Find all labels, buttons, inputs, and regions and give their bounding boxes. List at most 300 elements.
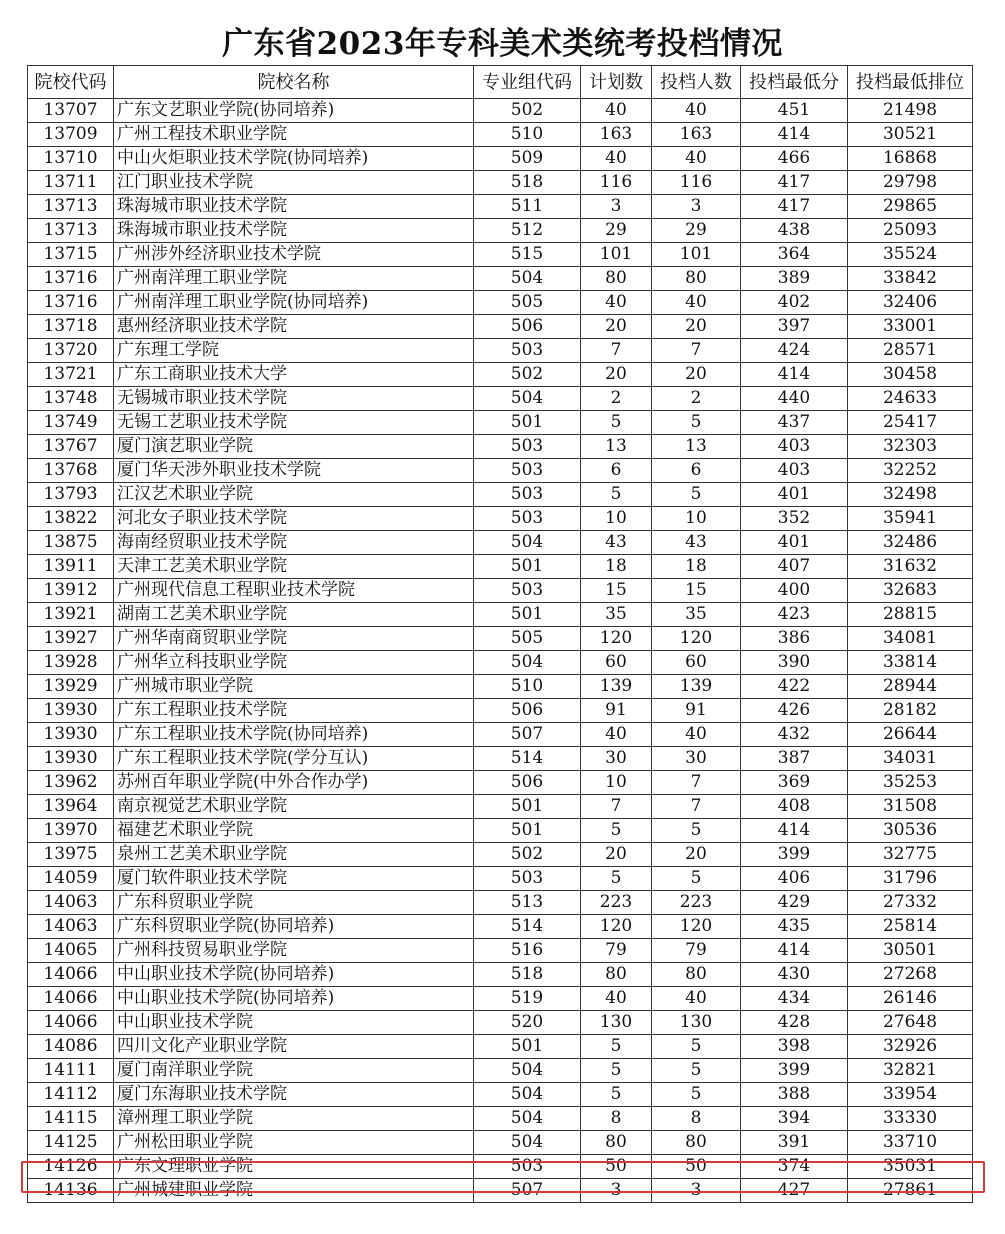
cell-min-score: 424	[741, 339, 848, 363]
cell-school-name: 广东文艺职业学院(协同培养)	[114, 99, 474, 123]
cell-min-rank: 27268	[848, 963, 973, 987]
cell-admitted-count: 40	[652, 147, 741, 171]
cell-admitted-count: 10	[652, 507, 741, 531]
cell-school-code: 13710	[28, 147, 114, 171]
cell-group-code: 504	[474, 1107, 581, 1131]
cell-school-code: 13927	[28, 627, 114, 651]
cell-group-code: 501	[474, 795, 581, 819]
cell-school-name: 湖南工艺美术职业学院	[114, 603, 474, 627]
cell-group-code: 504	[474, 651, 581, 675]
table-body	[28, 99, 973, 1203]
cell-admitted-count: 60	[652, 651, 741, 675]
cell-plan-count: 80	[581, 267, 652, 291]
cell-min-score: 440	[741, 387, 848, 411]
cell-school-code: 13930	[28, 747, 114, 771]
cell-plan-count: 43	[581, 531, 652, 555]
cell-school-name: 中山职业技术学院(协同培养)	[114, 963, 474, 987]
table-row	[28, 315, 973, 339]
cell-min-score: 399	[741, 843, 848, 867]
cell-min-rank: 27332	[848, 891, 973, 915]
cell-plan-count: 223	[581, 891, 652, 915]
cell-admitted-count: 50	[652, 1155, 741, 1179]
cell-school-name: 广州松田职业学院	[114, 1131, 474, 1155]
cell-admitted-count: 5	[652, 411, 741, 435]
cell-school-name: 广东工商职业技术大学	[114, 363, 474, 387]
cell-admitted-count: 20	[652, 315, 741, 339]
cell-min-rank: 32926	[848, 1035, 973, 1059]
cell-admitted-count: 18	[652, 555, 741, 579]
cell-plan-count: 101	[581, 243, 652, 267]
table-row	[28, 1107, 973, 1131]
cell-min-rank: 30536	[848, 819, 973, 843]
cell-school-name: 厦门华天涉外职业技术学院	[114, 459, 474, 483]
cell-school-name: 广东文理职业学院	[114, 1155, 474, 1179]
table-row	[28, 627, 973, 651]
cell-admitted-count: 163	[652, 123, 741, 147]
cell-school-code: 13718	[28, 315, 114, 339]
cell-min-score: 408	[741, 795, 848, 819]
cell-plan-count: 3	[581, 195, 652, 219]
cell-school-code: 13911	[28, 555, 114, 579]
cell-group-code: 518	[474, 963, 581, 987]
cell-school-code: 14115	[28, 1107, 114, 1131]
cell-school-name: 南京视觉艺术职业学院	[114, 795, 474, 819]
cell-group-code: 506	[474, 771, 581, 795]
cell-min-rank: 33842	[848, 267, 973, 291]
cell-plan-count: 18	[581, 555, 652, 579]
cell-group-code: 512	[474, 219, 581, 243]
cell-group-code: 506	[474, 315, 581, 339]
cell-plan-count: 3	[581, 1179, 652, 1203]
cell-group-code: 501	[474, 819, 581, 843]
cell-min-rank: 32252	[848, 459, 973, 483]
cell-group-code: 504	[474, 1059, 581, 1083]
table-row	[28, 723, 973, 747]
cell-plan-count: 20	[581, 843, 652, 867]
cell-group-code: 505	[474, 627, 581, 651]
cell-admitted-count: 80	[652, 963, 741, 987]
cell-min-score: 387	[741, 747, 848, 771]
cell-plan-count: 5	[581, 867, 652, 891]
cell-group-code: 519	[474, 987, 581, 1011]
cell-min-score: 423	[741, 603, 848, 627]
cell-min-rank: 24633	[848, 387, 973, 411]
cell-group-code: 504	[474, 531, 581, 555]
cell-group-code: 503	[474, 1155, 581, 1179]
cell-school-name: 无锡工艺职业技术学院	[114, 411, 474, 435]
cell-school-code: 13928	[28, 651, 114, 675]
cell-min-score: 397	[741, 315, 848, 339]
cell-min-rank: 33330	[848, 1107, 973, 1131]
cell-admitted-count: 7	[652, 339, 741, 363]
cell-admitted-count: 43	[652, 531, 741, 555]
cell-school-code: 14063	[28, 915, 114, 939]
cell-min-rank: 31508	[848, 795, 973, 819]
cell-school-code: 13709	[28, 123, 114, 147]
cell-school-code: 14126	[28, 1155, 114, 1179]
cell-min-rank: 32498	[848, 483, 973, 507]
cell-admitted-count: 80	[652, 1131, 741, 1155]
cell-min-rank: 29798	[848, 171, 973, 195]
cell-admitted-count: 5	[652, 867, 741, 891]
cell-admitted-count: 130	[652, 1011, 741, 1035]
table-row	[28, 1059, 973, 1083]
table-row	[28, 171, 973, 195]
cell-plan-count: 10	[581, 507, 652, 531]
cell-plan-count: 91	[581, 699, 652, 723]
table-row	[28, 267, 973, 291]
cell-min-score: 400	[741, 579, 848, 603]
cell-min-score: 401	[741, 483, 848, 507]
cell-plan-count: 120	[581, 915, 652, 939]
cell-min-rank: 32821	[848, 1059, 973, 1083]
cell-school-name: 广东工程职业技术学院	[114, 699, 474, 723]
cell-school-code: 13721	[28, 363, 114, 387]
header-school-name: 院校名称	[114, 66, 474, 99]
cell-min-rank: 25093	[848, 219, 973, 243]
cell-plan-count: 50	[581, 1155, 652, 1179]
cell-group-code: 501	[474, 411, 581, 435]
cell-plan-count: 20	[581, 363, 652, 387]
cell-admitted-count: 3	[652, 195, 741, 219]
cell-admitted-count: 5	[652, 483, 741, 507]
cell-admitted-count: 30	[652, 747, 741, 771]
table-row	[28, 219, 973, 243]
cell-min-score: 388	[741, 1083, 848, 1107]
table-row	[28, 123, 973, 147]
cell-school-name: 广东工程职业技术学院(学分互认)	[114, 747, 474, 771]
cell-group-code: 503	[474, 507, 581, 531]
cell-school-code: 13767	[28, 435, 114, 459]
table-row	[28, 843, 973, 867]
cell-group-code: 504	[474, 267, 581, 291]
cell-school-code: 13930	[28, 723, 114, 747]
cell-group-code: 507	[474, 723, 581, 747]
table-row	[28, 435, 973, 459]
cell-min-rank: 35941	[848, 507, 973, 531]
cell-school-name: 江汉艺术职业学院	[114, 483, 474, 507]
cell-admitted-count: 20	[652, 363, 741, 387]
cell-plan-count: 7	[581, 339, 652, 363]
cell-school-name: 珠海城市职业技术学院	[114, 219, 474, 243]
cell-plan-count: 40	[581, 99, 652, 123]
cell-min-rank: 28815	[848, 603, 973, 627]
cell-group-code: 504	[474, 1083, 581, 1107]
cell-school-name: 厦门南洋职业学院	[114, 1059, 474, 1083]
cell-school-name: 广东科贸职业学院	[114, 891, 474, 915]
cell-school-code: 13707	[28, 99, 114, 123]
cell-min-rank: 35524	[848, 243, 973, 267]
cell-min-score: 401	[741, 531, 848, 555]
page-title: 广东省2023年专科美术类统考投档情况	[222, 26, 783, 62]
cell-school-name: 苏州百年职业学院(中外合作办学)	[114, 771, 474, 795]
cell-school-name: 福建艺术职业学院	[114, 819, 474, 843]
cell-school-code: 13921	[28, 603, 114, 627]
cell-plan-count: 35	[581, 603, 652, 627]
cell-school-name: 广州华立科技职业学院	[114, 651, 474, 675]
cell-min-rank: 34081	[848, 627, 973, 651]
cell-admitted-count: 139	[652, 675, 741, 699]
cell-min-score: 374	[741, 1155, 848, 1179]
cell-school-name: 中山职业技术学院(协同培养)	[114, 987, 474, 1011]
cell-min-score: 437	[741, 411, 848, 435]
cell-group-code: 502	[474, 99, 581, 123]
cell-plan-count: 5	[581, 819, 652, 843]
cell-plan-count: 5	[581, 1059, 652, 1083]
cell-min-score: 391	[741, 1131, 848, 1155]
cell-group-code: 503	[474, 459, 581, 483]
cell-min-score: 352	[741, 507, 848, 531]
cell-admitted-count: 101	[652, 243, 741, 267]
cell-school-name: 广东理工学院	[114, 339, 474, 363]
cell-plan-count: 5	[581, 411, 652, 435]
table-row	[28, 387, 973, 411]
cell-admitted-count: 6	[652, 459, 741, 483]
table-row	[28, 771, 973, 795]
cell-school-code: 13929	[28, 675, 114, 699]
cell-plan-count: 15	[581, 579, 652, 603]
table-row	[28, 939, 973, 963]
cell-min-rank: 30458	[848, 363, 973, 387]
table-row	[28, 99, 973, 123]
cell-admitted-count: 5	[652, 1059, 741, 1083]
cell-school-name: 广州南洋理工职业学院(协同培养)	[114, 291, 474, 315]
cell-min-rank: 35031	[848, 1155, 973, 1179]
cell-school-name: 中山火炬职业技术学院(协同培养)	[114, 147, 474, 171]
cell-admitted-count: 35	[652, 603, 741, 627]
table-row	[28, 795, 973, 819]
cell-school-code: 14112	[28, 1083, 114, 1107]
cell-school-code: 13713	[28, 195, 114, 219]
cell-min-score: 451	[741, 99, 848, 123]
cell-group-code: 503	[474, 435, 581, 459]
cell-min-rank: 33814	[848, 651, 973, 675]
cell-school-code: 14066	[28, 1011, 114, 1035]
cell-school-code: 13768	[28, 459, 114, 483]
table-row	[28, 1011, 973, 1035]
cell-admitted-count: 3	[652, 1179, 741, 1203]
cell-min-rank: 32303	[848, 435, 973, 459]
cell-group-code: 502	[474, 363, 581, 387]
cell-admitted-count: 116	[652, 171, 741, 195]
cell-admitted-count: 7	[652, 771, 741, 795]
cell-group-code: 507	[474, 1179, 581, 1203]
cell-school-code: 14125	[28, 1131, 114, 1155]
cell-min-rank: 28182	[848, 699, 973, 723]
cell-min-score: 414	[741, 819, 848, 843]
cell-group-code: 504	[474, 1131, 581, 1155]
header-admitted-count: 投档人数	[652, 66, 741, 99]
cell-admitted-count: 80	[652, 267, 741, 291]
cell-admitted-count: 2	[652, 387, 741, 411]
cell-school-code: 14065	[28, 939, 114, 963]
header-min-score: 投档最低分	[741, 66, 848, 99]
cell-plan-count: 5	[581, 483, 652, 507]
cell-school-name: 河北女子职业技术学院	[114, 507, 474, 531]
cell-school-name: 广州华南商贸职业学院	[114, 627, 474, 651]
cell-min-score: 427	[741, 1179, 848, 1203]
cell-min-score: 389	[741, 267, 848, 291]
cell-admitted-count: 120	[652, 915, 741, 939]
cell-min-score: 399	[741, 1059, 848, 1083]
cell-group-code: 501	[474, 1035, 581, 1059]
cell-plan-count: 13	[581, 435, 652, 459]
cell-school-name: 四川文化产业职业学院	[114, 1035, 474, 1059]
cell-min-rank: 25417	[848, 411, 973, 435]
cell-group-code: 515	[474, 243, 581, 267]
cell-school-name: 珠海城市职业技术学院	[114, 195, 474, 219]
cell-min-rank: 27861	[848, 1179, 973, 1203]
cell-min-score: 364	[741, 243, 848, 267]
cell-plan-count: 120	[581, 627, 652, 651]
cell-school-name: 厦门演艺职业学院	[114, 435, 474, 459]
table-row	[28, 411, 973, 435]
table-row	[28, 891, 973, 915]
cell-plan-count: 116	[581, 171, 652, 195]
cell-admitted-count: 13	[652, 435, 741, 459]
header-plan-count: 计划数	[581, 66, 652, 99]
table-row	[28, 195, 973, 219]
cell-admitted-count: 15	[652, 579, 741, 603]
cell-plan-count: 2	[581, 387, 652, 411]
header-school-code: 院校代码	[28, 66, 114, 99]
cell-min-rank: 32406	[848, 291, 973, 315]
cell-min-score: 434	[741, 987, 848, 1011]
cell-plan-count: 40	[581, 723, 652, 747]
cell-plan-count: 5	[581, 1083, 652, 1107]
cell-group-code: 504	[474, 387, 581, 411]
cell-group-code: 503	[474, 867, 581, 891]
cell-school-code: 13822	[28, 507, 114, 531]
cell-school-name: 惠州经济职业技术学院	[114, 315, 474, 339]
table-row	[28, 339, 973, 363]
cell-school-name: 泉州工艺美术职业学院	[114, 843, 474, 867]
cell-min-rank: 33001	[848, 315, 973, 339]
cell-min-score: 466	[741, 147, 848, 171]
cell-admitted-count: 7	[652, 795, 741, 819]
cell-school-code: 14111	[28, 1059, 114, 1083]
table-row	[28, 699, 973, 723]
cell-admitted-count: 8	[652, 1107, 741, 1131]
cell-school-code: 13793	[28, 483, 114, 507]
cell-school-code: 13716	[28, 267, 114, 291]
cell-min-score: 394	[741, 1107, 848, 1131]
table-row	[28, 507, 973, 531]
cell-plan-count: 5	[581, 1035, 652, 1059]
cell-group-code: 516	[474, 939, 581, 963]
cell-plan-count: 40	[581, 147, 652, 171]
table-row	[28, 603, 973, 627]
cell-min-rank: 32775	[848, 843, 973, 867]
cell-admitted-count: 5	[652, 1035, 741, 1059]
cell-group-code: 509	[474, 147, 581, 171]
header-group-code: 专业组代码	[474, 66, 581, 99]
cell-admitted-count: 5	[652, 1083, 741, 1107]
cell-school-name: 江门职业技术学院	[114, 171, 474, 195]
cell-min-rank: 32486	[848, 531, 973, 555]
cell-min-score: 422	[741, 675, 848, 699]
cell-min-rank: 16868	[848, 147, 973, 171]
cell-plan-count: 130	[581, 1011, 652, 1035]
cell-group-code: 505	[474, 291, 581, 315]
cell-min-score: 417	[741, 171, 848, 195]
cell-min-rank: 31632	[848, 555, 973, 579]
cell-min-rank: 33710	[848, 1131, 973, 1155]
cell-school-name: 广州城市职业学院	[114, 675, 474, 699]
cell-group-code: 518	[474, 171, 581, 195]
cell-min-score: 403	[741, 435, 848, 459]
cell-min-rank: 21498	[848, 99, 973, 123]
cell-group-code: 501	[474, 555, 581, 579]
cell-min-score: 426	[741, 699, 848, 723]
cell-school-code: 13716	[28, 291, 114, 315]
cell-min-rank: 25814	[848, 915, 973, 939]
cell-admitted-count: 79	[652, 939, 741, 963]
cell-group-code: 514	[474, 915, 581, 939]
cell-plan-count: 60	[581, 651, 652, 675]
cell-min-rank: 26644	[848, 723, 973, 747]
table-row	[28, 531, 973, 555]
cell-admitted-count: 20	[652, 843, 741, 867]
cell-group-code: 503	[474, 339, 581, 363]
cell-min-score: 414	[741, 939, 848, 963]
cell-min-score: 369	[741, 771, 848, 795]
table-row	[28, 243, 973, 267]
cell-min-score: 407	[741, 555, 848, 579]
cell-school-name: 厦门东海职业技术学院	[114, 1083, 474, 1107]
cell-min-rank: 30501	[848, 939, 973, 963]
cell-school-code: 13970	[28, 819, 114, 843]
cell-school-code: 13711	[28, 171, 114, 195]
cell-school-name: 广东科贸职业学院(协同培养)	[114, 915, 474, 939]
cell-plan-count: 40	[581, 987, 652, 1011]
cell-group-code: 510	[474, 123, 581, 147]
cell-min-rank: 34031	[848, 747, 973, 771]
cell-school-name: 广东工程职业技术学院(协同培养)	[114, 723, 474, 747]
cell-plan-count: 6	[581, 459, 652, 483]
cell-admitted-count: 120	[652, 627, 741, 651]
cell-min-rank: 32683	[848, 579, 973, 603]
table-row	[28, 363, 973, 387]
cell-school-name: 天津工艺美术职业学院	[114, 555, 474, 579]
cell-min-score: 402	[741, 291, 848, 315]
cell-min-rank: 35253	[848, 771, 973, 795]
cell-school-code: 13748	[28, 387, 114, 411]
cell-school-code: 13930	[28, 699, 114, 723]
table-row	[28, 1035, 973, 1059]
cell-group-code: 511	[474, 195, 581, 219]
cell-plan-count: 80	[581, 1131, 652, 1155]
cell-school-code: 14059	[28, 867, 114, 891]
table-row	[28, 483, 973, 507]
cell-school-code: 13715	[28, 243, 114, 267]
cell-min-score: 430	[741, 963, 848, 987]
cell-group-code: 501	[474, 603, 581, 627]
cell-min-score: 386	[741, 627, 848, 651]
cell-school-name: 广州工程技术职业学院	[114, 123, 474, 147]
cell-group-code: 520	[474, 1011, 581, 1035]
cell-min-score: 435	[741, 915, 848, 939]
cell-school-code: 14063	[28, 891, 114, 915]
cell-min-rank: 27648	[848, 1011, 973, 1035]
cell-school-name: 海南经贸职业技术学院	[114, 531, 474, 555]
cell-school-code: 14066	[28, 987, 114, 1011]
cell-school-code: 13964	[28, 795, 114, 819]
cell-min-rank: 28944	[848, 675, 973, 699]
table-row	[28, 651, 973, 675]
cell-min-rank: 29865	[848, 195, 973, 219]
cell-school-name: 广州南洋理工职业学院	[114, 267, 474, 291]
